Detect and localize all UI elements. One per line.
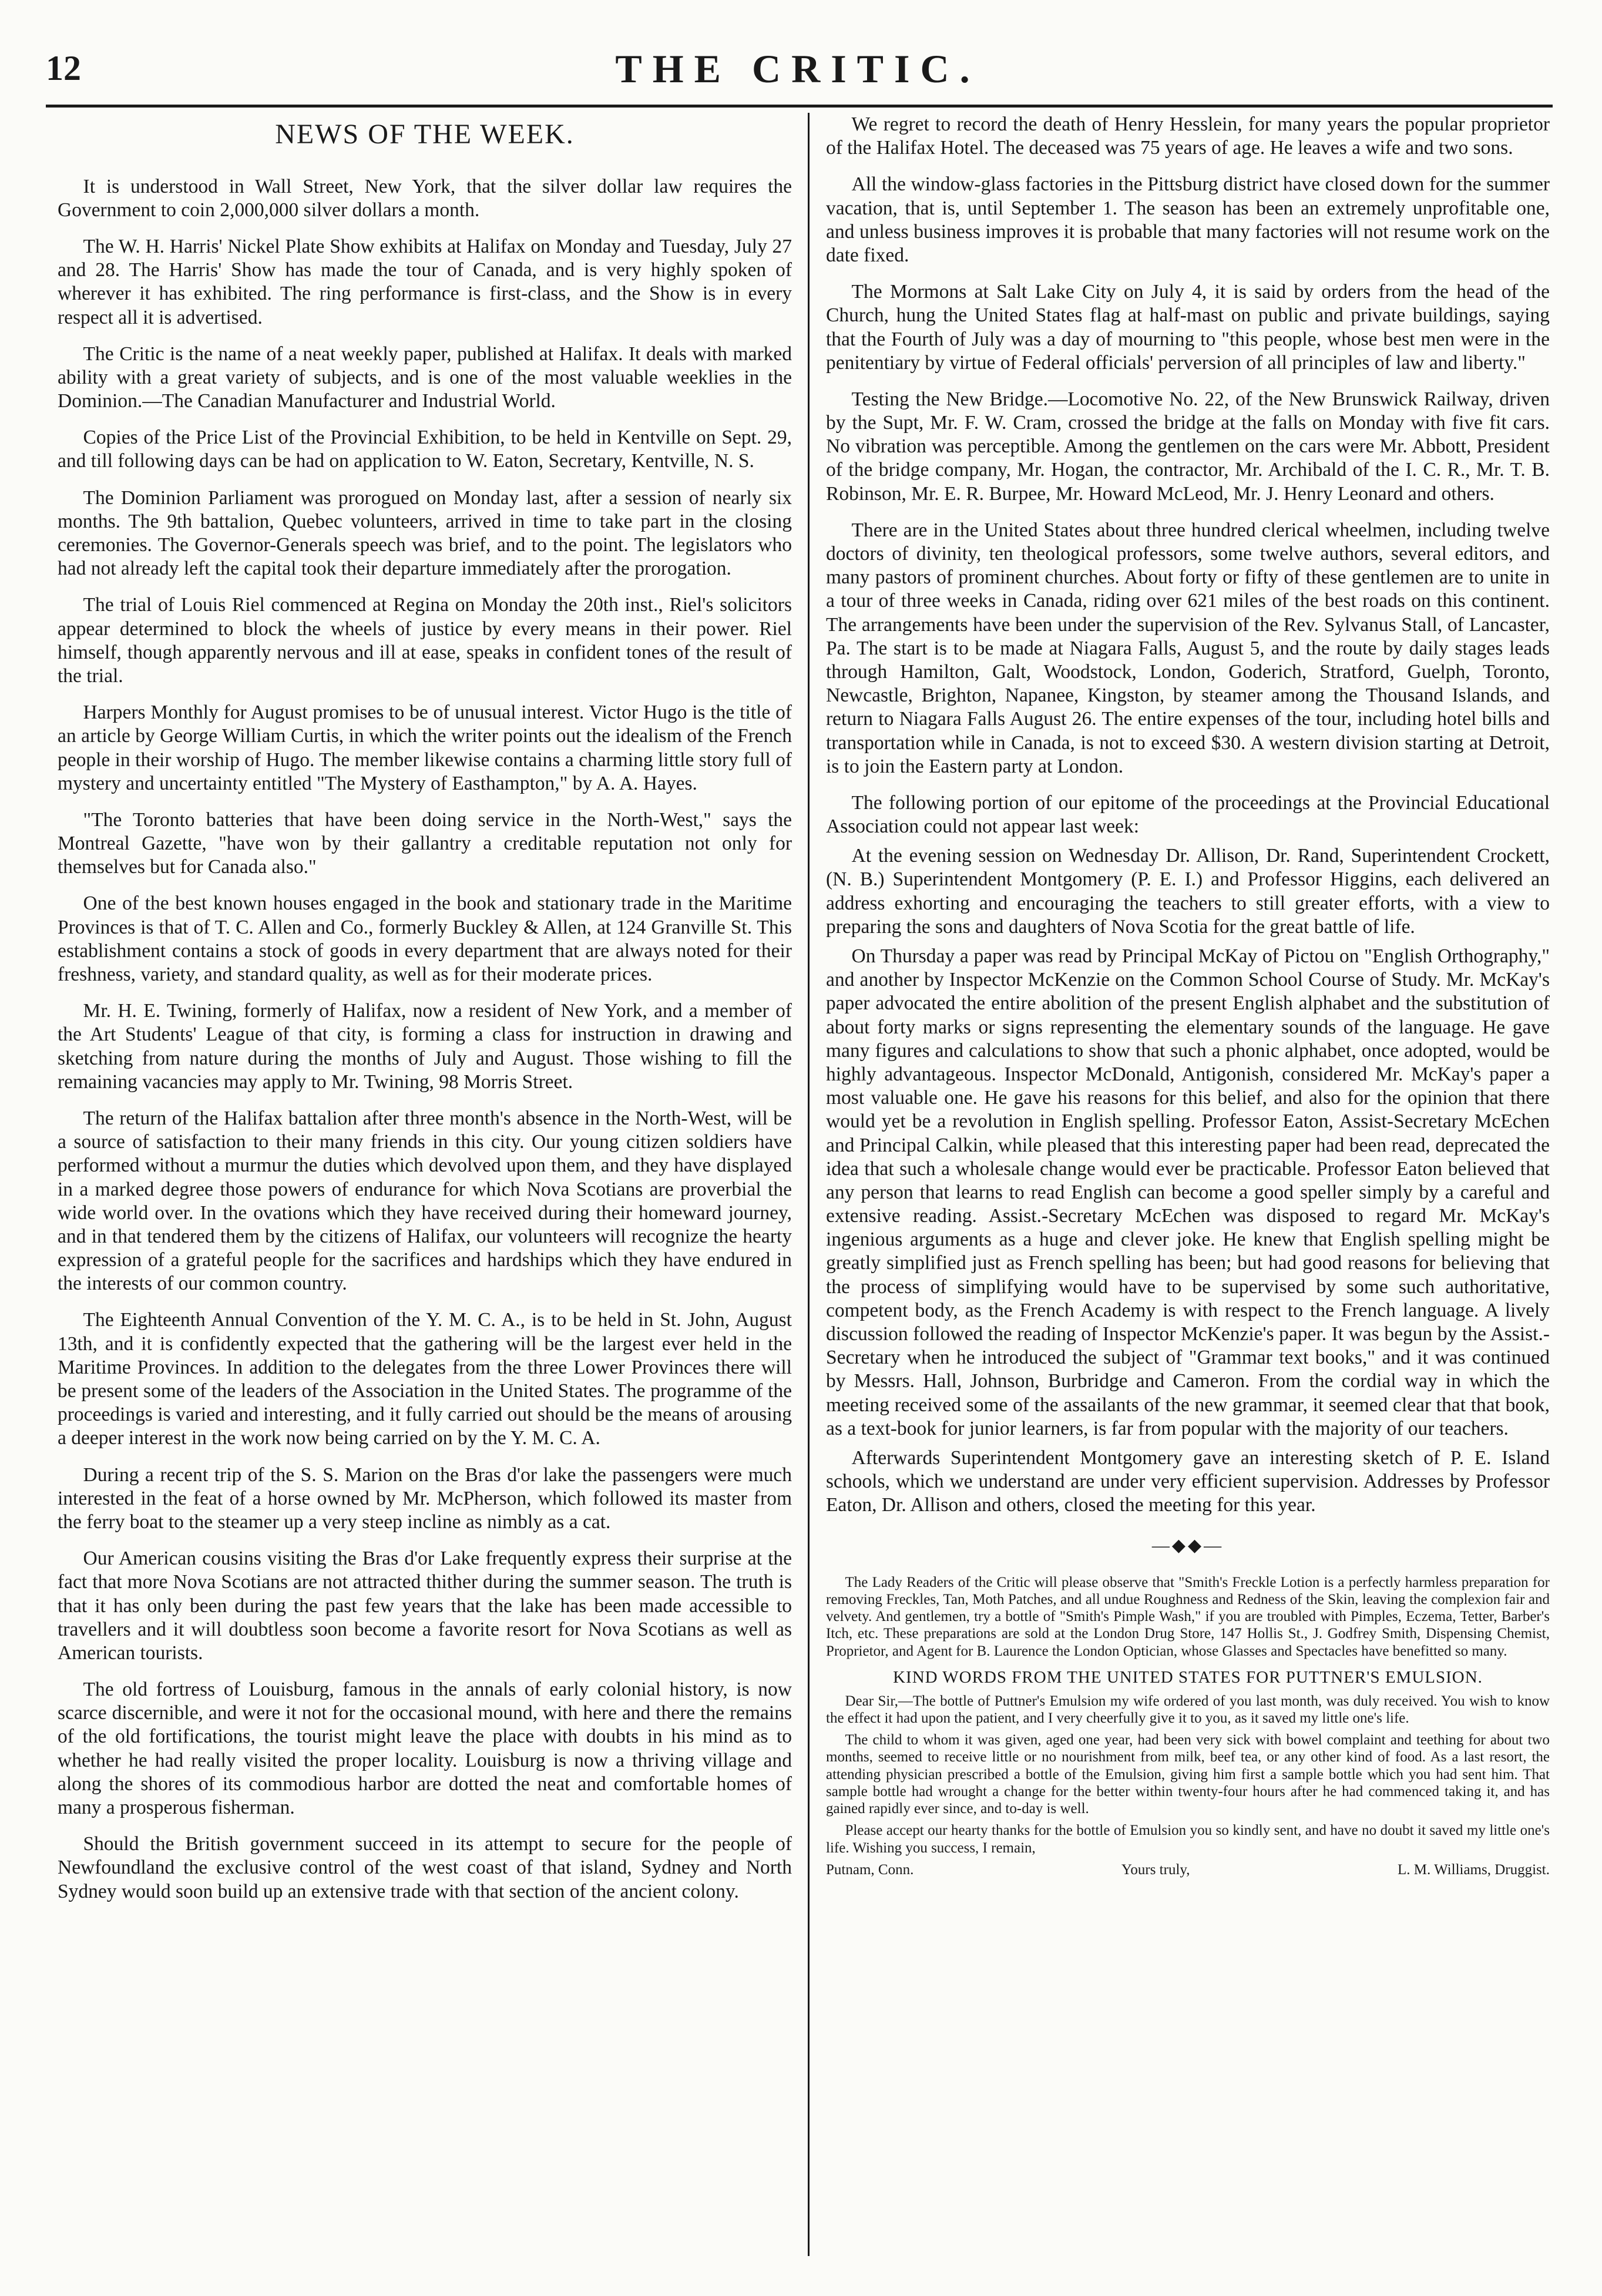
page-number: 12 <box>46 49 81 88</box>
header-rule <box>46 105 1553 108</box>
section-title: NEWS OF THE WEEK. <box>275 119 575 150</box>
news-item: All the window-glass factories in the Pittsburg district have closed down for the summer vacation, that is, until September 1. The season has been an extremely unprofitable one, and unless business improves it is probable that many factories will not resume work on the date fixed. <box>826 173 1550 266</box>
news-item: Copies of the Price List of the Provincial Exhibition, to be held in Kentville on Sept. 29, and till following days can be had on application to W. Eaton, Secretary, Kentville, N. S. <box>58 427 792 472</box>
news-item: Should the British government succeed in its attempt to secure for the people of Newfoundland the exclusive control of the west coast of that island, Sydney and North Sydney would soon build up an extensive trade with that section of the ancient colony. <box>58 1833 792 1902</box>
lotion-notice: The Lady Readers of the Critic will please observe that "Smith's Freckle Lotion is a perfectly harmless preparation for removing Freckles, Tan, Moth Patches, and all undue Roughness and Redness of the Skin, leaving the complexion fair and velvety. And gentlemen, try a bottle of "Smith's Pimple Wash," if you are troubled with Pimples, Eczema, Tetter, Barber's Itch, etc. These preparations are sold at the London Drug Store, 147 Hollis St., J. Godfrey Smith, Dispensing Chemist, Proprietor, and Agent for B. Laurence the London Optician, whose Glasses and Spectacles have benefitted so many. <box>826 1574 1550 1659</box>
news-item: The Critic is the name of a neat weekly paper, published at Halifax. It deals with marked ability with a great variety of subjects, and is one of the most valuable weeklies in the Dominion.—The Canadian Manufacturer and Industrial World. <box>58 343 792 412</box>
ad-paragraph: Please accept our hearty thanks for the bottle of Emulsion you so kindly sent, and have no doubt it saved my little one's life. Wishing you success, I remain, <box>826 1822 1550 1856</box>
page-header <box>46 42 1550 95</box>
news-item: On Thursday a paper was read by Principal McKay of Pictou on "English Orthography," and another by Inspector McKenzie on the Common School Course of Study. Mr. McKay's paper advocated the entire abolition of the present English alphabet and the substitution of about forty marks or signs representing the elementary sounds of the language. He gave many figures and calculations to show that such a phonic alphabet, once adopted, would be highly advantageous. Inspector McDonald, Antigonish, considered Mr. McKay's paper a most valuable one. He gave his reasons for this belief, and also for the opinion that there would yet be a revolution in English spelling. Professor Eaton, Assist-Secretary McEchen and Principal Calkin, while pleased that this interesting paper had been read, deprecated the idea that such a wholesale change would ever be practicable. Professor Eaton believed that any person that learns to read English can become a good speller simply by a careful and extensive reading. Assist.-Secretary McEchen was disposed to regard Mr. McKay's ingenious arguments as a huge and clever joke. He knew that English spelling might be greatly simplified just as French spelling has been; but had good reasons for believing that the process of simplifying would have to be supervised by some such authoritative, competent body, as the French Academy is with respect to the French language. A lively discussion followed the reading of Inspector McKenzie's paper. It was begun by the Assist.-Secretary when he introduced the subject of "Grammar text books," and it was continued by Messrs. Hall, Johnson, Burbridge and Cameron. From the cordial way in which the meeting received some of the assailants of the new grammar, it seemed clear that that book, as a text-book for junior learners, is far from popular with the majority of our teachers. <box>826 945 1550 1439</box>
advertisement-section <box>826 1574 1550 1879</box>
ad-paragraph: The child to whom it was given, aged one year, had been very sick with bowel complaint and teething for about two months, seemed to receive little or no nourishment from milk, beef tea, or any other kind of food. As a last resort, the attending physician prescribed a bottle of the Emulsion, giving him first a sample bottle which you had sent him. That sample bottle had wrought a change for the better within twenty-four hours after he had commenced taking it, and has gained rapidly ever since, and to-day is well. <box>826 1732 1550 1817</box>
ornament-divider: —◆◆— <box>1151 1535 1224 1555</box>
news-item: The Mormons at Salt Lake City on July 4, it is said by orders from the head of the Church, hung the United States flag at half-mast on public and private buildings, saying that the Fourth of July was a day of mourning to "this people, whose best men were in the penitentiary by virtue of Federal officials' perversion of all principles of law and liberty." <box>826 281 1550 374</box>
right-column <box>826 113 1550 2256</box>
news-item: The following portion of our epitome of the proceedings at the Provincial Educational Association could not appear last week: <box>826 791 1550 838</box>
news-item: During a recent trip of the S. S. Marion on the Bras d'or lake the passengers were much interested in the feat of a horse owned by Mr. McPherson, which followed its master from the ferry boat to the steamer up a very steep incline as nimbly as a cat. <box>58 1463 792 1533</box>
news-item: Afterwards Superintendent Montgomery gave an interesting sketch of P. E. Island schools, which we understand are under very efficient supervision. Addresses by Professor Eaton, Dr. Allison and others, closed the meeting for this year. <box>826 1446 1550 1516</box>
ad-signoff <box>826 1861 1550 1878</box>
masthead: THE CRITIC. <box>615 46 980 91</box>
news-item: One of the best known houses engaged in the book and stationary trade in the Maritime Provinces is that of T. C. Allen and Co., formerly Buckley & Allen, at 124 Granville St. This establishment contains a stock of goods in every department that are always noted for their freshness, variety, and standard quality, as well as for their moderate prices. <box>58 892 792 986</box>
news-item: The return of the Halifax battalion after three month's absence in the North-West, will be a source of satisfaction to their many friends in this city. Our young citizen soldiers have performed without a murmur the duties which devolved upon them, and they have displayed in a marked degree those powers of endurance for which Nova Scotians are proverbial the wide world over. In the ovations which they have received during their homeward journey, and in that tendered them by the citizens of Halifax, our volunteers will recognize the hearty expression of a grateful people for the sacrifices and hardships which they have endured in the interests of our common country. <box>58 1107 792 1295</box>
news-item: Mr. H. E. Twining, formerly of Halifax, now a resident of New York, and a member of the Art Students' League of that city, is forming a class for instruction in drawing and sketching from nature during the months of July and August. Those wishing to fill the remaining vacancies may apply to Mr. Twining, 98 Morris Street. <box>58 1000 792 1093</box>
news-item: It is understood in Wall Street, New York, that the silver dollar law requires the Government to coin 2,000,000 silver dollars a month. <box>58 175 792 221</box>
news-item: Harpers Monthly for August promises to be of unusual interest. Victor Hugo is the title of an article by George William Curtis, in which the writer points out the idealism of the French people in their worship of Hugo. The member likewise contains a charming little story full of mystery and uncertainty entitled "The Mystery of Easthampton," by A. A. Hayes. <box>58 701 792 794</box>
ad-title: KIND WORDS FROM THE UNITED STATES FOR PUTTNER'S EMULSION. <box>893 1667 1483 1687</box>
news-item: The Dominion Parliament was prorogued on Monday last, after a session of nearly six months. The 9th battalion, Quebec volunteers, arrived in time to take part in the closing ceremonies. The Governor-Generals speech was brief, and to the point. The legislators who had not already left the capital took their departure immediately after the prorogation. <box>58 486 792 580</box>
news-item: At the evening session on Wednesday Dr. Allison, Dr. Rand, Superintendent Crockett, (N. B.) Superintendent Montgomery (P. E. I.) and Professor Higgins, each delivered an address exhorting and encouraging the teachers to still greater efforts, with a view to preparing the sons and daughters of Nova Scotia for the great battle of life. <box>826 845 1550 938</box>
news-item: We regret to record the death of Henry Hesslein, for many years the popular proprietor of the Halifax Hotel. The deceased was 75 years of age. He leaves a wife and two sons. <box>826 113 1550 159</box>
signoff-closing: Yours truly, <box>1121 1861 1190 1878</box>
news-item: Our American cousins visiting the Bras d'or Lake frequently express their surprise at the fact that more Nova Scotians are not attracted thither during the summer season. The truth is that it has only been during the past few years that the lake has been made accessible to travellers and it will doubtless soon become a favorite resort for Nova Scotians as well as American tourists. <box>58 1548 792 1664</box>
news-item: The trial of Louis Riel commenced at Regina on Monday the 20th inst., Riel's solicitors appear determined to block the wheels of justice by every means in their power. Riel himself, though apparently nervous and ill at ease, speaks in confident tones of the result of the trial. <box>58 594 792 687</box>
ad-paragraph: Dear Sir,—The bottle of Puttner's Emulsion my wife ordered of you last month, was duly received. You wish to know the effect it had upon the patient, and I very cheerfully give it to you, as it saved my little one's life. <box>826 1693 1550 1726</box>
news-item: There are in the United States about three hundred clerical wheelmen, including twelve doctors of divinity, ten theological professors, some twelve authors, several editors, and many pastors of prominent churches. About forty or fifty of these gentlemen are to unite in a tour of three weeks in Canada, riding over 621 miles of the best roads on this continent. The arrangements have been under the supervision of the Rev. Sylvanus Stall, of Lancaster, Pa. The start is to be made at Niagara Falls, August 5, and the route by daily stages leads through Hamilton, Galt, Woodstock, London, Goderich, Stratford, Guelph, Toronto, Newcastle, Brighton, Napanee, Kingston, by steamer among the Thousand Islands, and return to Niagara Falls August 26. The entire expenses of the tour, including hotel bills and transportation while in Canada, is not to exceed $30. A western division starting at Detroit, is to join the Eastern party at London. <box>826 519 1550 777</box>
news-item: The W. H. Harris' Nickel Plate Show exhibits at Halifax on Monday and Tuesday, July 27 and 28. The Harris' Show has made the tour of Canada, and is very highly spoken of wherever it has exhibited. The ring performance is first-class, and the Show is in every respect all it is advertised. <box>58 235 792 328</box>
column-divider <box>808 113 810 2256</box>
news-item: "The Toronto batteries that have been doing service in the North-West," says the Montreal Gazette, "have won by their gallantry a creditable reputation not only for themselves but for Canada also." <box>58 808 792 878</box>
news-item: The Eighteenth Annual Convention of the Y. M. C. A., is to be held in St. John, August 13th, and it is confidently expected that the gathering will be the largest ever held in the Maritime Provinces. In addition to the delegates from the three Lower Provinces there will be present some of the leaders of the Association in the United States. The programme of the proceedings is varied and interesting, and it fully carried out should be the means of arousing a deeper interest in the work now being carried on by the Y. M. C. A. <box>58 1309 792 1449</box>
signoff-place: Putnam, Conn. <box>826 1861 914 1878</box>
news-item: Testing the New Bridge.—Locomotive No. 22, of the New Brunswick Railway, driven by the Supt, Mr. F. W. Cram, crossed the bridge at the falls on Monday with five fit cars. No vibration was perceptible. Among the gentlemen on the cars were Mr. Abbott, President of the bridge company, Mr. Hogan, the contractor, Mr. Archibald of the I. C. R., Mr. T. B. Robinson, Mr. E. R. Burpee, Mr. Howard McLeod, Mr. J. Henry Leonard and others. <box>826 388 1550 505</box>
news-item: The old fortress of Louisburg, famous in the annals of early colonial history, is now scarce discernible, and were it not for the occasional mound, with here and there the remains of the old fortifications, the tourist might leave the place with doubts in his mind as to whether he had really visited the proper locality. Louisburg is now a thriving village and along the shores of its commodious harbor are dotted the neat and comfortable homes of many a prosperous fisherman. <box>58 1679 792 1819</box>
left-column <box>58 113 792 2256</box>
signoff-name: L. M. Williams, Druggist. <box>1398 1861 1550 1878</box>
